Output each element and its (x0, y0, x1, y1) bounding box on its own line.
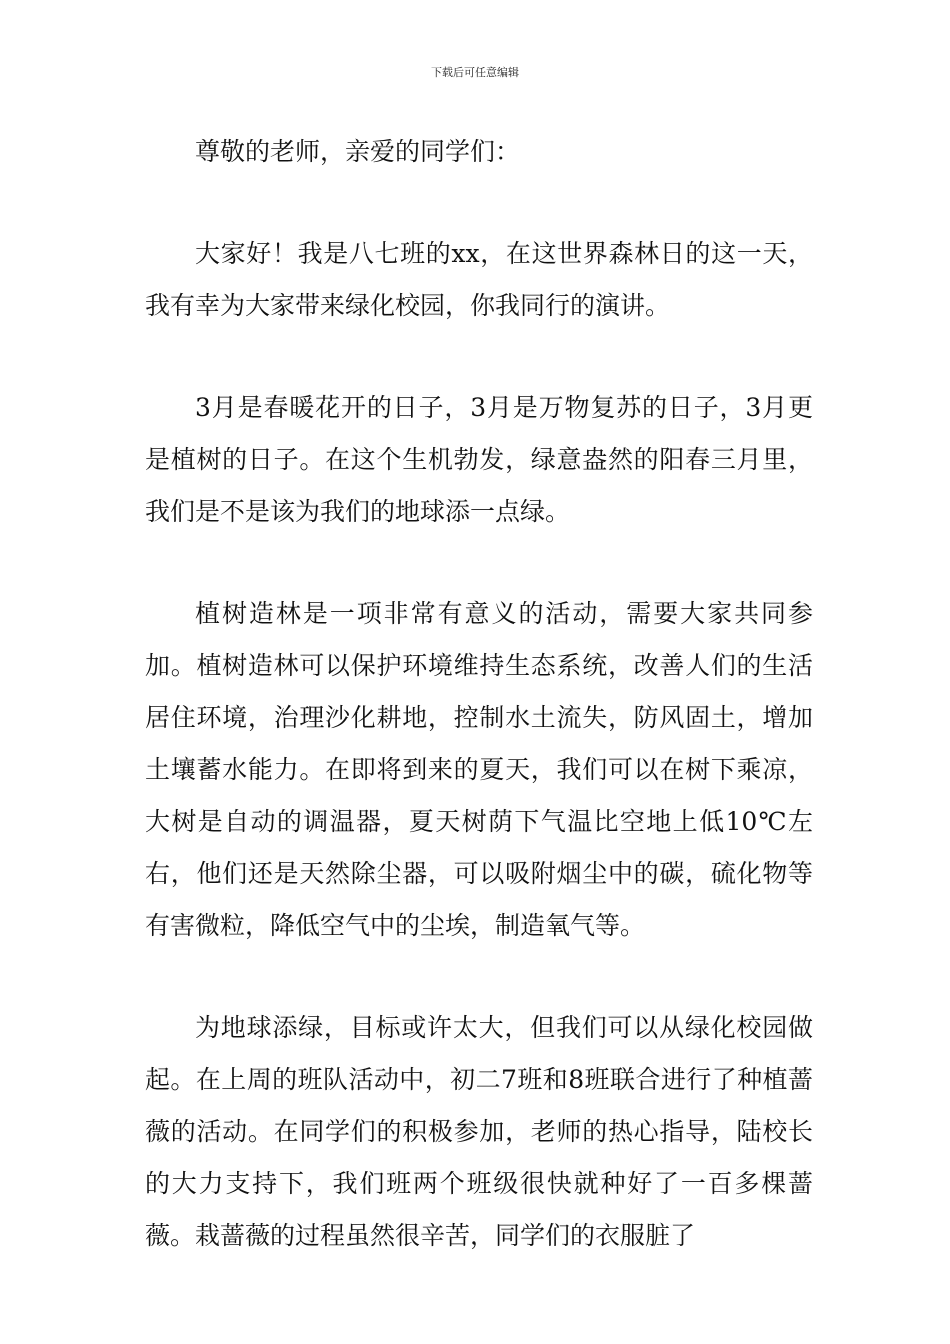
paragraph-2: 3月是春暖花开的日子，3月是万物复苏的日子，3月更是植树的日子。在这个生机勃发，绿意盎然的阳春三月里，我们是不是该为我们的地球添一点绿。 (145, 393, 813, 526)
paragraph-4: 为地球添绿，目标或许太大，但我们可以从绿化校园做起。在上周的班队活动中，初二7班和8班联合进行了种植蔷薇的活动。在同学们的积极参加，老师的热心指导，陆校长的大力支持下，我们班两个班级很快就种好了一百多棵蔷薇。栽蔷薇的过程虽然很辛苦，同学们的衣服脏了 (145, 1013, 813, 1250)
greeting: 尊敬的老师，亲爱的同学们： (195, 137, 521, 166)
document-body (145, 126, 813, 1262)
paragraph-1: 大家好！我是八七班的xx，在这世界森林日的这一天，我有幸为大家带来绿化校园，你我同行的演讲。 (145, 239, 813, 320)
header-note: 下载后可任意编辑 (431, 66, 519, 79)
paragraph-3: 植树造林是一项非常有意义的活动，需要大家共同参加。植树造林可以保护环境维持生态系统，改善人们的生活居住环境，治理沙化耕地，控制水土流失，防风固土，增加土壤蓄水能力。在即将到来的夏天，我们可以在树下乘凉，大树是自动的调温器，夏天树荫下气温比空地上低10℃左右，他们还是天然除尘器，可以吸附烟尘中的碳，硫化物等有害微粒，降低空气中的尘埃，制造氧气等。 (145, 599, 813, 940)
